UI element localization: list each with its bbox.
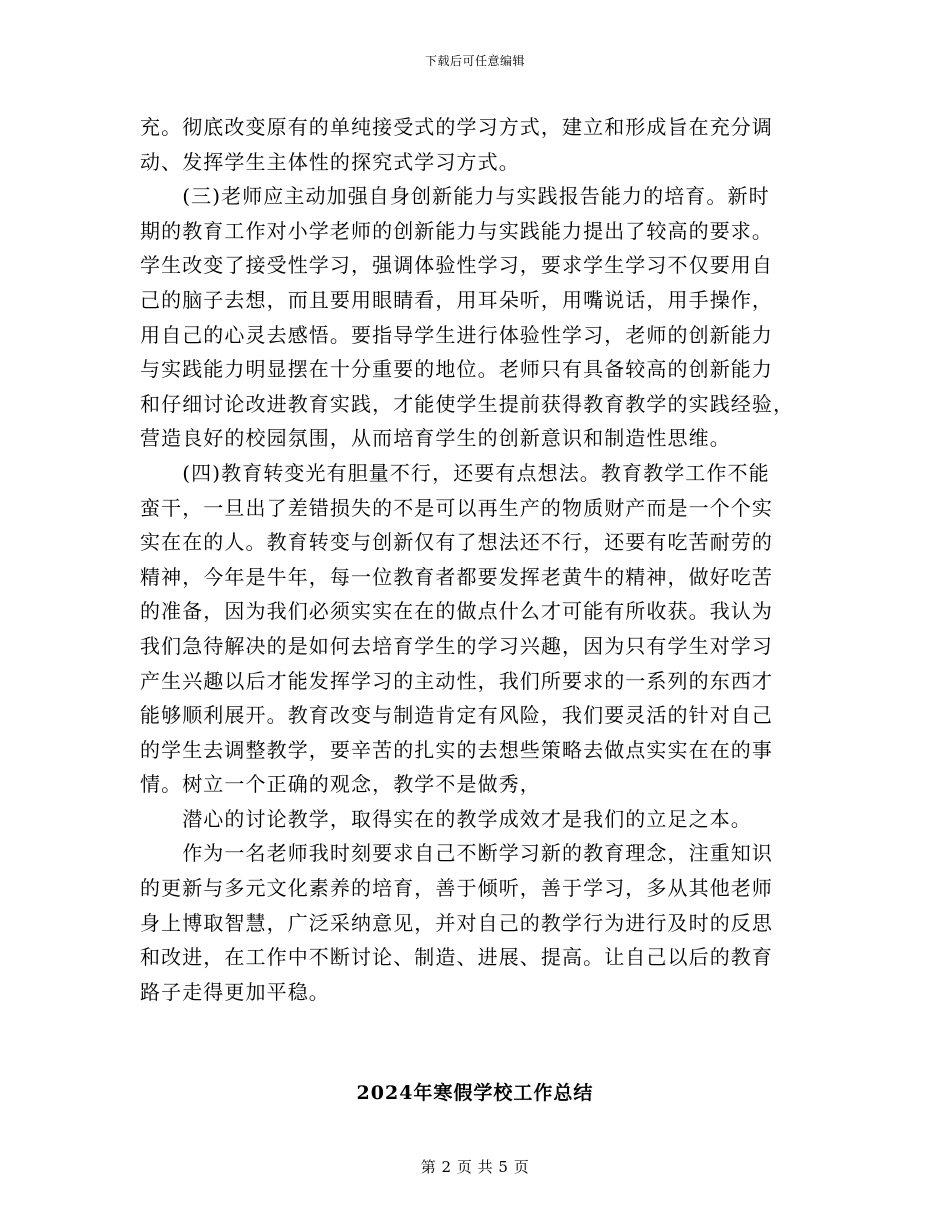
text-line: 身上博取智慧，广泛采纳意见，并对自己的教学行为进行及时的反思 (140, 910, 773, 935)
body-text (140, 110, 820, 1009)
text-line: 和仔细讨论改进教育实践，才能使学生提前获得教育教学的实践经验， (140, 391, 795, 416)
text-line: 蛮干，一旦出了差错损失的不是可以再生产的物质财产而是一个个实 (140, 495, 773, 520)
page-footer: 第 2 页 共 5 页 (420, 1158, 530, 1176)
text-line: 的学生去调整教学，要辛苦的扎实的去想些策略去做点实实在在的事 (140, 737, 773, 762)
section-heading: 2024年寒假学校工作总结 (356, 1082, 594, 1104)
text-line: 路子走得更加平稳。 (140, 979, 330, 1004)
text-line: 精神，今年是牛年，每一位教育者都要发挥老黄牛的精神，做好吃苦 (140, 564, 773, 589)
text-line: 作为一名老师我时刻要求自己不断学习新的教育理念，注重知识 (140, 841, 773, 866)
text-line: 情。树立一个正确的观念，教学不是做秀， (140, 772, 541, 797)
text-line: 的准备，因为我们必须实实在在的做点什么才可能有所收获。我认为 (140, 599, 773, 624)
page-header: 下载后可任意编辑 (424, 54, 525, 68)
text-line: 产生兴趣以后才能发挥学习的主动性，我们所要求的一系列的东西才 (140, 668, 773, 693)
text-line: 潜心的讨论教学，取得实在的教学成效才是我们的立足之本。 (140, 806, 752, 831)
text-line: 己的脑子去想，而且要用眼睛看，用耳朵听，用嘴说话，用手操作， (140, 287, 773, 312)
text-line: 的更新与多元文化素养的培育，善于倾听，善于学习，多从其他老师 (140, 876, 773, 901)
text-line: 学生改变了接受性学习，强调体验性学习，要求学生学习不仅要用自 (140, 253, 773, 278)
text-line: 能够顺利展开。教育改变与制造肯定有风险，我们要灵活的针对自己 (140, 703, 773, 728)
text-line: (四)教育转变光有胆量不行，还要有点想法。教育教学工作不能 (140, 460, 770, 485)
text-line: 实在在的人。教育转变与创新仅有了想法还不行，还要有吃苦耐劳的 (140, 530, 773, 555)
text-line: 与实践能力明显摆在十分重要的地位。老师只有具备较高的创新能力 (140, 357, 773, 382)
text-line: 用自己的心灵去感悟。要指导学生进行体验性学习，老师的创新能力 (140, 322, 773, 347)
text-line: 和改进，在工作中不断讨论、制造、进展、提高。让自己以后的教育 (140, 945, 773, 970)
text-line: (三)老师应主动加强自身创新能力与实践报告能力的培育。新时 (140, 184, 770, 209)
text-line: 我们急待解决的是如何去培育学生的学习兴趣，因为只有学生对学习 (140, 633, 773, 658)
text-line: 营造良好的校园氛围，从而培育学生的创新意识和制造性思维。 (140, 426, 731, 451)
text-line: 期的教育工作对小学老师的创新能力与实践能力提出了较高的要求。 (140, 218, 773, 243)
text-line: 充。彻底改变原有的单纯接受式的学习方式，建立和形成旨在充分调 (140, 115, 773, 139)
text-line: 动、发挥学生主体性的探究式学习方式。 (140, 149, 520, 174)
